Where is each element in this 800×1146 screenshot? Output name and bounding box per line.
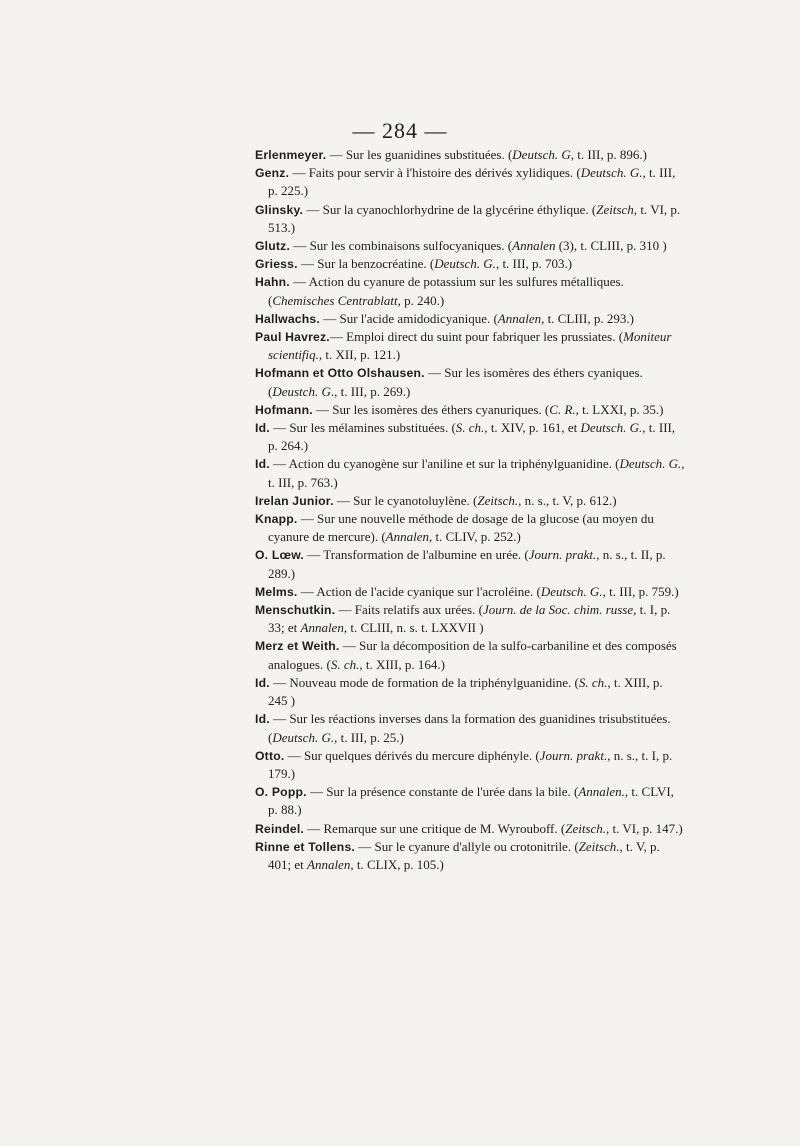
entry-author: O. Lœw. (255, 548, 305, 563)
entry-text: t. VI, p. 513.) (268, 201, 681, 235)
entry-text: t. CLIII, p. 293.) (544, 310, 634, 326)
entry-source-title: Zeitsch., (565, 820, 610, 836)
entry-author: Hahn. (255, 275, 290, 290)
entry-text: — Sur une nouvelle méthode de dosage de la glucose (au moyen du cyanure de mercure). ( (268, 511, 654, 545)
bibliography-entry (255, 820, 685, 838)
entry-text: — Sur la cyanochlorhydrine de la glycérine éthylique. ( (303, 201, 597, 217)
entry-author: Hallwachs. (255, 311, 320, 326)
entry-text: , t. III, p. 896.) (570, 147, 647, 162)
entry-source-title: Zeitsch., (578, 838, 623, 854)
entry-source-title: Zeitsch, (596, 201, 638, 217)
entry-text: — Sur la présence constante de l'urée dans la bile. ( (306, 784, 579, 800)
bibliography-entry (255, 419, 685, 455)
entry-author: Merz et Weith. (255, 639, 340, 654)
entry-text: — Sur l'acide amidodicyanique. ( (320, 310, 498, 326)
entry-text: n. s., t. I, p. 179.) (268, 747, 673, 781)
entry-source-title: Journ. de la Soc. chim. russe, (482, 602, 637, 618)
entry-text: — Action de l'acide cyanique sur l'acroléine. ( (297, 583, 541, 599)
entry-text: t. I, p. 33; et (268, 602, 671, 636)
entry-source-title: Annalen (512, 238, 556, 254)
entry-text: n. s., t. V, p. 612.) (521, 492, 617, 508)
entry-author: Erlenmeyer. (255, 148, 327, 162)
entry-text: — Sur les isomères des éthers cyaniques. ( (268, 365, 643, 399)
entry-text: (3), t. CLIII, p. 310 ) (555, 238, 667, 254)
entry-text: — Sur les isomères des éthers cyanuriques. ( (312, 401, 550, 417)
entry-source-title: Moniteur scientifiq., (268, 329, 672, 363)
entry-source-title: Zeitsch., (477, 492, 522, 508)
entry-source-title: Annalen, (385, 529, 433, 545)
entry-text: — Sur les combinaisons sulfocyaniques. ( (290, 238, 513, 254)
entry-text: — Nouveau mode de formation de la triphénylguanidine. ( (269, 674, 579, 690)
entry-text: n. s., t. II, p. 289.) (268, 547, 666, 581)
bibliography-entry (255, 492, 685, 510)
entry-text: t. III, p. 763.) (268, 474, 338, 490)
entry-source-title: Annalen, (497, 310, 545, 326)
entry-author: Glinsky. (255, 202, 304, 217)
entry-source-title: Chemisches Centrablatt, (272, 292, 401, 308)
entry-source-title: S. ch., (330, 656, 363, 672)
bibliography-list (255, 146, 685, 874)
entry-text: — Faits pour servir à l'histoire des dérivés xylidiques. ( (289, 165, 581, 181)
entry-text: — Sur les mélamines substituées. ( (269, 420, 456, 436)
entry-text: — Remarque sur une critique de M. Wyrouboff. ( (304, 820, 566, 836)
entry-text: — Sur quelques dérivés du mercure diphényle. ( (284, 747, 540, 763)
entry-source-title: Deutsch. G., (540, 583, 606, 599)
entry-text: t. CLIII, n. s. t. LXXVII ) (347, 620, 484, 636)
entry-text: t. III, p. 759.) (605, 583, 679, 599)
bibliography-entry (255, 710, 685, 746)
entry-author: Otto. (255, 748, 285, 763)
page-number: — 284 — (352, 118, 448, 143)
entry-author: Reindel. (255, 821, 305, 836)
bibliography-entry (255, 237, 685, 255)
entry-text: t. V, p. 401; et (268, 838, 660, 872)
bibliography-entry (255, 273, 685, 309)
bibliography-entry (255, 747, 685, 783)
entry-text: t. III, p. 25.) (337, 729, 404, 745)
entry-author: Menschutkin. (255, 603, 336, 618)
entry-source-title: Deutsch. G., (619, 456, 685, 472)
entry-text: , t. III, p. 225.) (268, 165, 676, 199)
entry-text: t. XIII, p. 164.) (362, 656, 445, 672)
entry-author: Irelan Junior. (255, 493, 334, 508)
entry-source-title: Annalen., (578, 784, 629, 800)
entry-text: p. 240.) (400, 292, 445, 308)
entry-text: — Sur le cyanotoluylène. ( (333, 492, 478, 508)
entry-source-title: Deutsch. G. (434, 256, 496, 272)
bibliography-entry (255, 310, 685, 328)
entry-author: Paul Havrez. (255, 330, 330, 345)
entry-text: t. VI, p. 147.) (609, 820, 683, 836)
entry-text: t. CLIX, p. 105.) (353, 856, 444, 872)
bibliography-entry (255, 674, 685, 710)
entry-author: O. Popp. (255, 785, 307, 800)
bibliography-entry (255, 164, 685, 200)
entry-text: ., t. III, p. 269.) (330, 383, 411, 399)
entry-author: Knapp. (255, 512, 298, 527)
entry-source-title: C. R., (549, 401, 579, 417)
bibliography-entry (255, 546, 685, 582)
entry-author: Hofmann. (255, 402, 313, 417)
entry-source-title: S. ch., (455, 420, 488, 436)
entry-author: Genz. (255, 166, 290, 181)
bibliography-entry (255, 455, 685, 491)
entry-author: Rinne et Tollens. (255, 839, 356, 854)
entry-text: — Sur la benzocréatine. ( (297, 256, 435, 272)
bibliography-entry (255, 510, 685, 546)
entry-text: — Sur les réactions inverses dans la formation des guanidines trisubstituées. ( (268, 711, 671, 745)
entry-text: t. XIV, p. 161, et (487, 420, 581, 436)
bibliography-entry (255, 201, 685, 237)
entry-text: — Sur la décomposition de la sulfo-carbaniline et des composés analogues. ( (268, 638, 677, 672)
bibliography-entry (255, 783, 685, 819)
entry-text: — Action du cyanure de potassium sur les sulfures métalliques. ( (268, 274, 624, 308)
entry-source-title: Annalen, (307, 856, 354, 872)
bibliography-entry (255, 838, 685, 874)
entry-text: — Faits relatifs aux urées. ( (335, 602, 483, 618)
entry-source-title: Annalen, (300, 620, 348, 636)
entry-source-title: Deutsch. G., (272, 729, 338, 745)
entry-text: t. CLVI, p. 88.) (268, 784, 674, 818)
entry-source-title: Deutsch. G., (580, 420, 646, 436)
entry-text: t. III, p. 264.) (268, 420, 676, 454)
entry-author: Glutz. (255, 239, 291, 254)
entry-source-title: Deutsch. G (512, 147, 571, 162)
entry-text: — Action du cyanogène sur l'aniline et sur la triphénylguanidine. ( (269, 456, 620, 472)
entry-source-title: Deutsch. G. (580, 165, 643, 181)
entry-author: Hofmann et Otto Olshausen. (255, 366, 425, 381)
entry-text: t. XIII, p. 245 ) (268, 674, 663, 709)
bibliography-entry (255, 364, 685, 400)
entry-text: t. XII, p. 121.) (322, 347, 401, 363)
entry-text: t. LXXI, p. 35.) (578, 401, 664, 417)
entry-source-title: Deustch. G (272, 383, 331, 399)
entry-text: — Transformation de l'albumine en urée. ( (304, 547, 529, 563)
entry-source-title: Journ. prakt., (539, 747, 611, 763)
bibliography-entry (255, 401, 685, 419)
entry-text: — Emploi direct du suint pour fabriquer les prussiates. ( (329, 329, 624, 345)
bibliography-entry (255, 146, 685, 164)
bibliography-entry (255, 255, 685, 273)
entry-source-title: Journ. prakt., (528, 547, 600, 563)
bibliography-entry (255, 637, 685, 673)
entry-author: Id. (255, 675, 270, 690)
entry-author: Griess. (255, 257, 298, 272)
entry-text: , t. III, p. 703.) (495, 256, 573, 272)
entry-author: Id. (255, 712, 270, 727)
bibliography-entry (255, 601, 685, 637)
entry-text: — Sur les guanidines substituées. ( (326, 147, 513, 162)
entry-text: t. CLIV, p. 252.) (432, 529, 521, 545)
entry-source-title: S. ch., (578, 674, 611, 690)
bibliography-entry (255, 583, 685, 601)
entry-author: Melms. (255, 584, 298, 599)
entry-author: Id. (255, 457, 270, 472)
entry-text: — Sur le cyanure d'allyle ou crotonitrile. ( (355, 838, 579, 854)
bibliography-entry (255, 328, 685, 364)
entry-author: Id. (255, 421, 270, 436)
